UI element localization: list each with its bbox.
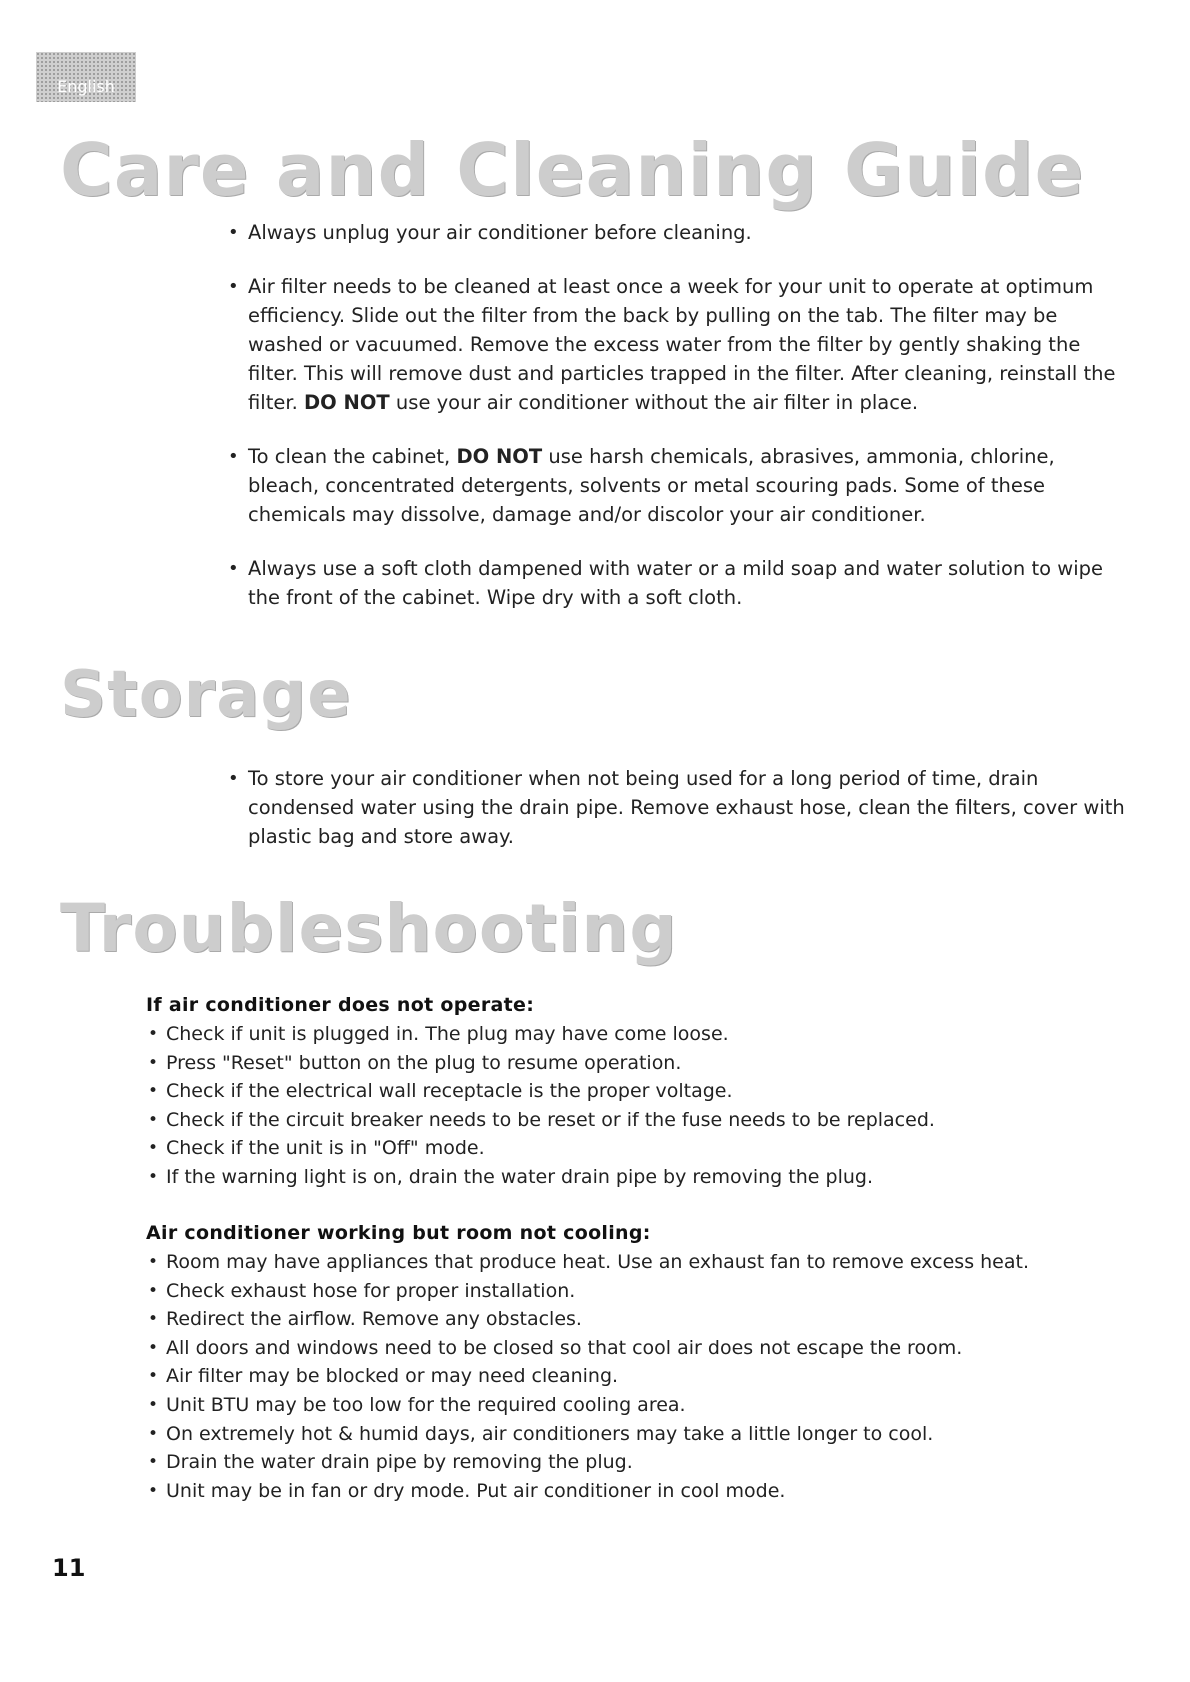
care-bullet-list bbox=[226, 218, 1128, 637]
list-item: • Unit BTU may be too low for the required cooling area. bbox=[146, 1391, 1126, 1420]
list-item: • If the warning light is on, drain the water drain pipe by removing the plug. bbox=[146, 1163, 1126, 1192]
troubleshooting-section-not-cooling bbox=[146, 1222, 1126, 1505]
troubleshooting-list bbox=[146, 1020, 1126, 1192]
list-item: • Drain the water drain pipe by removing the plug. bbox=[146, 1448, 1126, 1477]
language-tab: English bbox=[36, 52, 136, 102]
page-number: 11 bbox=[52, 1554, 86, 1582]
care-bullet-text: Air filter needs to be cleaned at least once a week for your unit to operate at optimum efficiency. Slide out the filter from the back by pulling on the tab. The filter may be washed or vacuumed. Remove the excess water from the filter by gently shaking the filter. This will remove dust and particles trapped in the filter. After cleaning, reinstall the filter. bbox=[248, 275, 1116, 414]
list-item: • Check if the unit is in "Off" mode. bbox=[146, 1134, 1126, 1163]
troubleshooting-list bbox=[146, 1248, 1126, 1505]
care-cleaning-title: Care and Cleaning Guide bbox=[60, 128, 1085, 212]
care-bullet: • Always use a soft cloth dampened with water or a mild soap and water solution to wipe the front of the cabinet. Wipe dry with a soft cloth. bbox=[226, 554, 1128, 612]
list-item: • Unit may be in fan or dry mode. Put air conditioner in cool mode. bbox=[146, 1477, 1126, 1506]
troubleshooting-section-not-operate bbox=[146, 994, 1126, 1192]
care-bullet bbox=[226, 442, 1128, 529]
list-item: • Check exhaust hose for proper installation. bbox=[146, 1277, 1126, 1306]
list-item: • All doors and windows need to be closed so that cool air does not escape the room. bbox=[146, 1334, 1126, 1363]
storage-bullet-list bbox=[226, 764, 1128, 851]
care-bullet bbox=[226, 272, 1128, 417]
section-heading: Air conditioner working but room not cooling: bbox=[146, 1222, 651, 1244]
list-item: • Check if the circuit breaker needs to be reset or if the fuse needs to be replaced. bbox=[146, 1106, 1126, 1135]
list-item: • Room may have appliances that produce heat. Use an exhaust fan to remove excess heat. bbox=[146, 1248, 1126, 1277]
list-item: • On extremely hot & humid days, air conditioners may take a little longer to cool. bbox=[146, 1420, 1126, 1449]
care-bullet-text: To clean the cabinet, bbox=[248, 445, 457, 468]
list-item: • Air filter may be blocked or may need cleaning. bbox=[146, 1362, 1126, 1391]
storage-title: Storage bbox=[60, 658, 352, 732]
care-bullet-text: use harsh chemicals, abrasives, ammonia, chlorine, bleach, concentrated detergents, solvents or metal scouring pads. Some of these chemicals may dissolve, damage and/or discolor your air conditioner. bbox=[248, 445, 1055, 526]
section-heading: If air conditioner does not operate: bbox=[146, 994, 535, 1016]
do-not-emphasis: DO NOT bbox=[303, 391, 390, 414]
list-item: • Press "Reset" button on the plug to resume operation. bbox=[146, 1049, 1126, 1078]
care-bullet: • Always unplug your air conditioner before cleaning. bbox=[226, 218, 1128, 247]
list-item: • Check if the electrical wall receptacle is the proper voltage. bbox=[146, 1077, 1126, 1106]
do-not-emphasis: DO NOT bbox=[456, 445, 543, 468]
list-item: • Redirect the airflow. Remove any obstacles. bbox=[146, 1305, 1126, 1334]
storage-bullet: • To store your air conditioner when not being used for a long period of time, drain condensed water using the drain pipe. Remove exhaust hose, clean the filters, cover with plastic bag and store away. bbox=[226, 764, 1128, 851]
troubleshooting-title: Troubleshooting bbox=[60, 890, 678, 967]
care-bullet-text: use your air conditioner without the air filter in place. bbox=[389, 391, 919, 414]
list-item: • Check if unit is plugged in. The plug may have come loose. bbox=[146, 1020, 1126, 1049]
